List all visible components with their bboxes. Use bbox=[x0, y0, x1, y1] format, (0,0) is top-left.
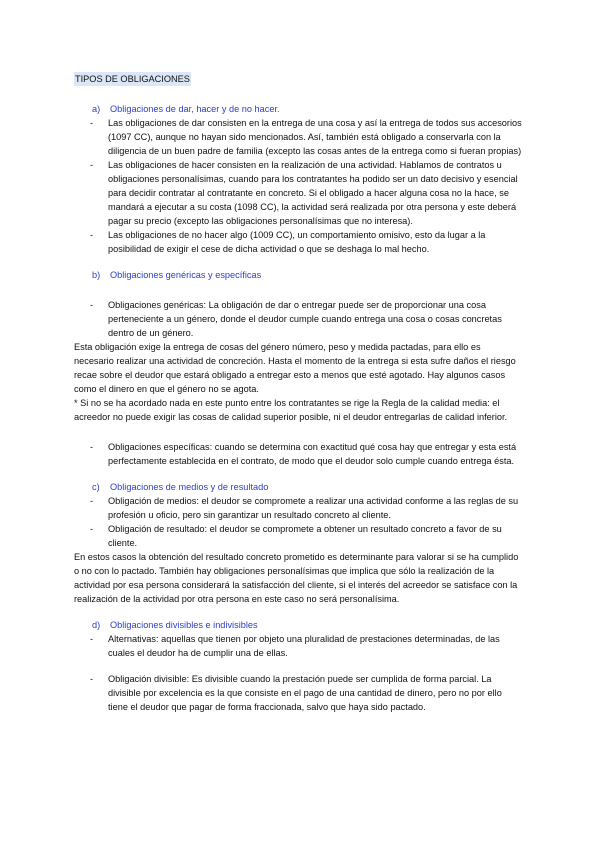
section-title: Obligaciones genéricas y específicas bbox=[110, 270, 262, 280]
list-item bbox=[90, 440, 522, 468]
section-b-heading bbox=[92, 268, 522, 282]
bullet-dash: - bbox=[90, 118, 94, 128]
list-item bbox=[90, 228, 522, 256]
section-d-heading bbox=[92, 618, 522, 632]
paragraph: Esta obligación exige la entrega de cosas del género número, peso y medida pactadas, para ello es necesario realizar una actividad de concreción. Hasta el momento de la entrega si esta sufre daños el riesgo recae sobre el deudor que estará obligado a entregar esto a menos que esté agotado. Hay algunos casos como el dinero en que el género no se agota. bbox=[74, 342, 516, 394]
list-item bbox=[90, 116, 522, 158]
list-item-text: Las obligaciones de hacer consisten en la realización de una actividad. Hablamos de contratos u obligaciones personalísimas, cuando para los contratantes ha podido ser un dato decisivo y esencial para decidir contratar al contratante en concreto. Si el obligado a hacer alguna cosa no la hace, se mandará a ejecutar a su costa (1098 CC), la actividad será realizada por otra persona y este deberá pagar su precio (excepto las obligaciones personalísimas que no interesa). bbox=[108, 160, 518, 226]
list-item-text: Obligaciones genéricas: La obligación de dar o entregar puede ser de proporcionar una cosa perteneciente a un género, donde el deudor cumple cuando entrega una cosa o cosas concretas dentro de un género. bbox=[108, 300, 502, 338]
section-label: c) bbox=[92, 482, 100, 492]
list-item-text: Las obligaciones de no hacer algo (1009 CC), un comportamiento omisivo, esto da lugar a la posibilidad de exigir el cese de dicha actividad o que se deshaga lo mal hecho. bbox=[108, 230, 486, 254]
list-item bbox=[90, 494, 522, 522]
list-item-text: Obligación divisible: Es divisible cuando la prestación puede ser cumplida de forma parcial. La divisible por excelencia es la que consiste en el pago de una cantidad de dinero, pero no por ello tiene el deudor que pagar de forma fraccionada, salvo que haya sido pactado. bbox=[108, 674, 502, 712]
list-item bbox=[90, 158, 522, 228]
paragraph: En estos casos la obtención del resultado concreto prometido es determinante para valorar si se ha cumplido o no con lo pactado. También hay obligaciones personalísimas que implica que sólo la realización de la actividad por esa persona considerará la satisfacción del cliente, si el interés del acreedor se satisface con la realización de la actividad por otra persona en este caso no será personalísima. bbox=[74, 552, 519, 604]
list-item bbox=[90, 672, 522, 714]
section-title: Obligaciones de dar, hacer y de no hacer. bbox=[110, 104, 280, 114]
bullet-dash: - bbox=[90, 230, 94, 240]
list-item bbox=[90, 298, 522, 340]
section-c-heading bbox=[92, 480, 522, 494]
bullet-dash: - bbox=[90, 160, 94, 170]
bullet-dash: - bbox=[90, 442, 94, 452]
list-item-text: Las obligaciones de dar consisten en la entrega de una cosa y así la entrega de todos sus accesorios (1097 CC), aunque no hayan sido mencionados. Así, también está obligado a conservarla con la diligencia de un buen padre de familia (excepto las cosas antes de la entrega como si fueran propias) bbox=[108, 118, 522, 156]
paragraph: * Si no se ha acordado nada en este punto entre los contratantes se rige la Regla de la calidad media: el acreedor no puede exigir las cosas de calidad superior posible, ni el deudor entregarlas de calidad inferior. bbox=[74, 398, 508, 422]
bullet-dash: - bbox=[90, 674, 94, 684]
bullet-dash: - bbox=[90, 634, 94, 644]
list-item bbox=[90, 522, 522, 550]
list-item-text: Obligación de resultado: el deudor se compromete a obtener un resultado concreto a favor de su cliente. bbox=[108, 524, 502, 548]
list-item-text: Alternativas: aquellas que tienen por objeto una pluralidad de prestaciones determinadas, de las cuales el deudor ha de cumplir una de ellas. bbox=[108, 634, 500, 658]
section-label: a) bbox=[92, 104, 101, 114]
section-title: Obligaciones de medios y de resultado bbox=[110, 482, 269, 492]
section-a-heading bbox=[92, 102, 522, 116]
list-item-text: Obligación de medios: el deudor se compromete a realizar una actividad conforme a las reglas de su profesión u oficio, pero sin garantizar un resultado concreto al cliente. bbox=[108, 496, 519, 520]
bullet-dash: - bbox=[90, 496, 94, 506]
section-title: Obligaciones divisibles e indivisibles bbox=[110, 620, 258, 630]
section-label: d) bbox=[92, 620, 101, 630]
bullet-dash: - bbox=[90, 524, 94, 534]
list-item bbox=[90, 632, 522, 660]
bullet-dash: - bbox=[90, 300, 94, 310]
document-title: TIPOS DE OBLIGACIONES bbox=[75, 74, 190, 84]
section-label: b) bbox=[92, 270, 101, 280]
list-item-text: Obligaciones específicas: cuando se determina con exactitud qué cosa hay que entregar y esta está perfectamente establecida en el contrato, de modo que el deudor solo cumple cuando entrega ésta. bbox=[108, 442, 517, 466]
